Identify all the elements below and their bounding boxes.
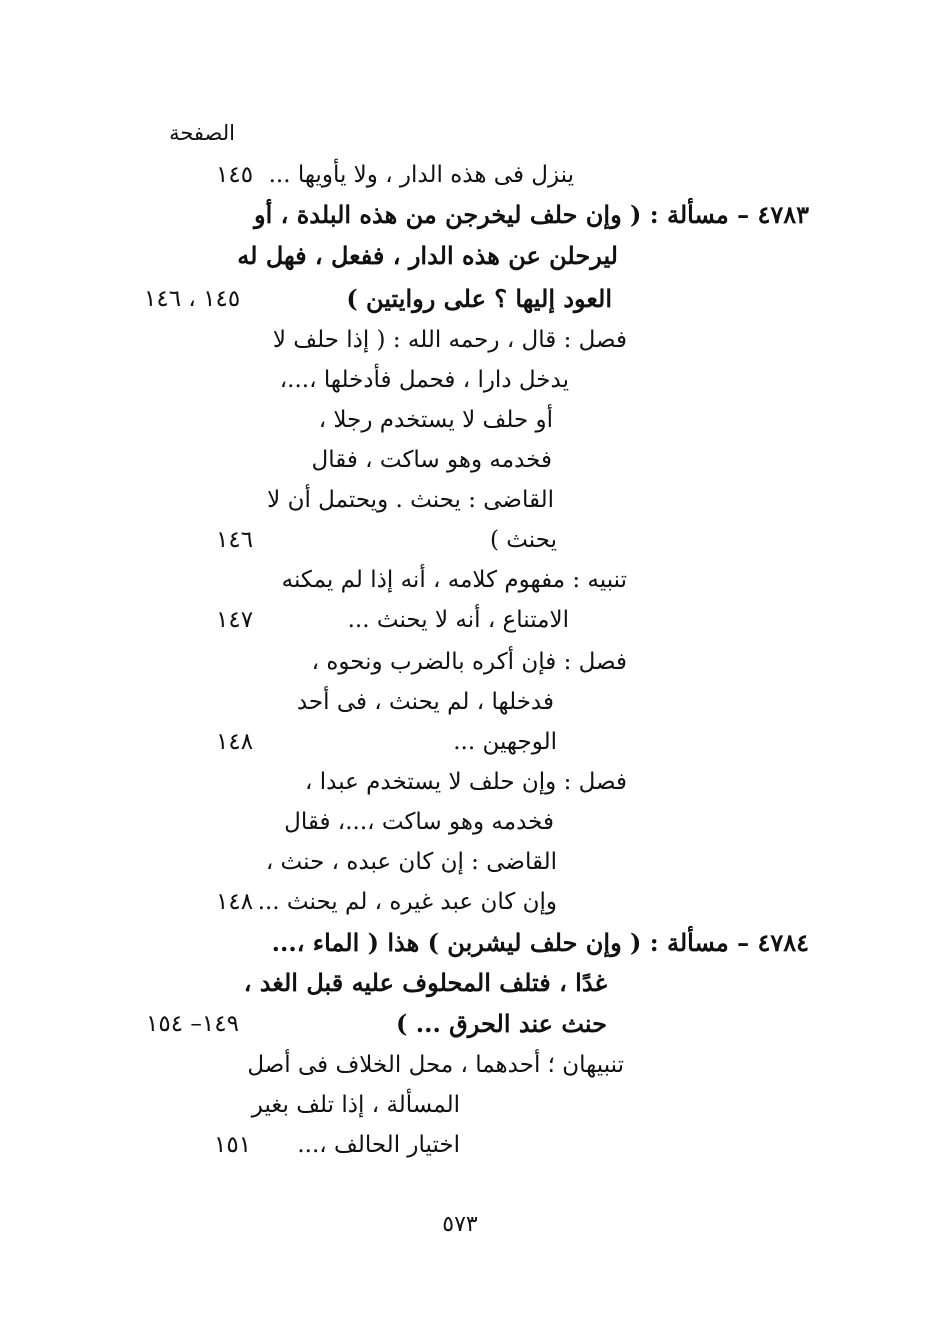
page-reference: ١٤٦ <box>216 527 254 553</box>
masala-heading: ٤٧٨٣ – مسألة : ( وإن حلف ليخرجن من هذه البلدة ، أو <box>254 200 809 229</box>
index-entry-text: فصل : فإن أكره بالضرب ونحوه ، <box>311 649 627 675</box>
index-entry-text: يحنث ) <box>489 527 557 553</box>
masala-heading-continued: ليرحلن عن هذه الدار ، ففعل ، فهل له <box>237 241 618 270</box>
page-reference: ١٤٧ <box>216 607 254 633</box>
masala-heading-continued: غدًا ، فتلف المحلوف عليه قبل الغد ، <box>243 968 607 997</box>
index-entry-text: يدخل دارا ، فحمل فأدخلها ،...، <box>279 367 569 393</box>
index-entry-text: فخدمه وهو ساكت ،...، فقال <box>284 809 554 835</box>
masala-heading-continued: العود إليها ؟ على روايتين ) <box>346 284 612 313</box>
index-entry-text: ينزل فى هذه الدار ، ولا يأويها ... <box>268 162 574 188</box>
index-entry-text: فدخلها ، لم يحنث ، فى أحد <box>296 689 554 715</box>
page-reference: ١٤٥ <box>216 162 254 188</box>
index-entry-text: فصل : وإن حلف لا يستخدم عبدا ، <box>305 769 627 795</box>
index-entry-text: اختيار الحالف ،... <box>297 1132 460 1158</box>
index-entry-text: المسألة ، إذا تلف بغير <box>251 1092 460 1118</box>
masala-heading-continued: حنث عند الحرق ... ) <box>396 1009 607 1038</box>
page-column-header: الصفحة <box>169 121 235 145</box>
page-reference: ١٤٩– ١٥٤ <box>146 1011 239 1037</box>
page-reference: ١٤٨ <box>216 729 254 755</box>
index-entry-text: القاضى : إن كان عبده ، حنث ، <box>265 849 557 875</box>
index-entry-text: الوجهين ... <box>453 729 557 755</box>
masala-heading: ٤٧٨٤ – مسألة : ( وإن حلف ليشربن ) هذا ( الماء ،... <box>271 928 809 957</box>
page-number: ٥٧٣ <box>442 1212 478 1237</box>
index-entry-text: الامتناع ، أنه لا يحنث ... <box>347 607 569 633</box>
page-reference: ١٤٥ ، ١٤٦ <box>144 286 241 312</box>
index-entry-text: فخدمه وهو ساكت ، فقال <box>311 447 552 473</box>
index-entry-text: تنبيهان ؛ أحدهما ، محل الخلاف فى أصل <box>247 1052 624 1078</box>
page-reference: ١٥١ <box>214 1132 252 1158</box>
index-entry-text: تنبيه : مفهوم كلامه ، أنه إذا لم يمكنه <box>281 567 627 593</box>
index-entry-text: فصل : قال ، رحمه الله : ( إذا حلف لا <box>272 327 627 353</box>
index-entry-text: القاضى : يحنث . ويحتمل أن لا <box>267 487 554 513</box>
index-entry-text: أو حلف لا يستخدم رجلا ، <box>318 407 553 433</box>
page-reference: ١٤٨ <box>216 889 254 915</box>
index-entry-text: وإن كان عبد غيره ، لم يحنث ... <box>257 889 557 915</box>
